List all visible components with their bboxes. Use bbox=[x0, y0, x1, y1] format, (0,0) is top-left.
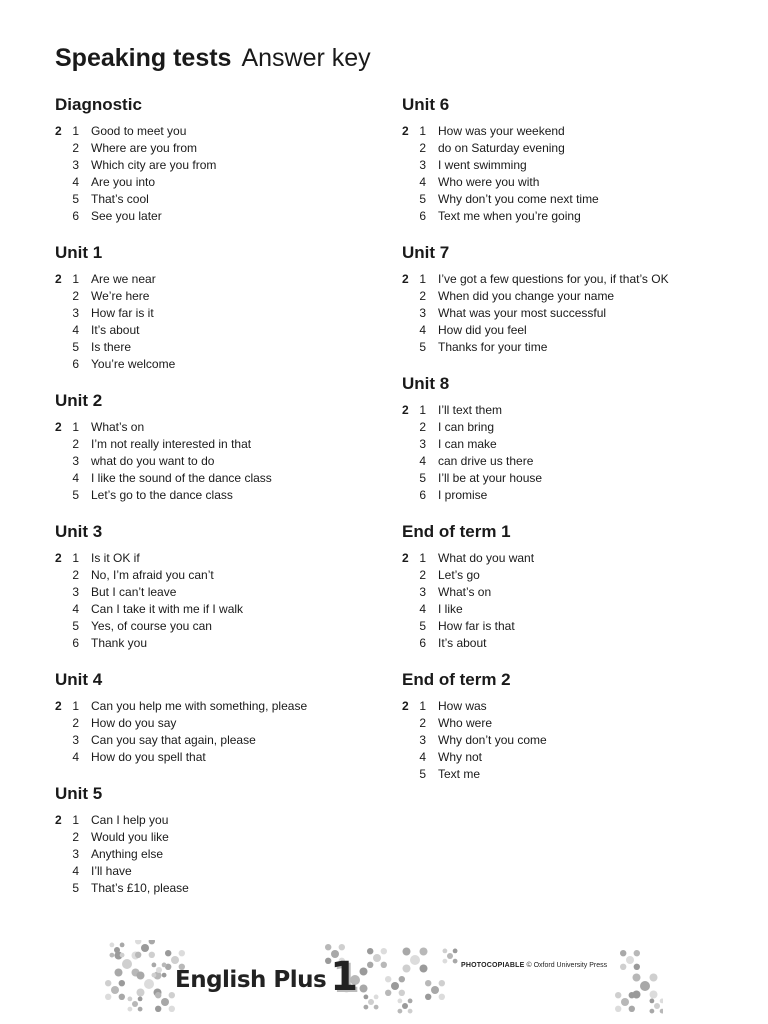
section-heading: Unit 7 bbox=[402, 243, 450, 262]
list-item bbox=[402, 123, 732, 140]
answer-list bbox=[55, 271, 385, 373]
answer-text: How do you say bbox=[91, 716, 177, 730]
item-number: 3 bbox=[72, 733, 79, 747]
answer-section bbox=[402, 373, 732, 504]
list-item bbox=[55, 749, 385, 766]
answer-text: No, I’m afraid you can’t bbox=[91, 568, 214, 582]
list-item bbox=[402, 305, 732, 322]
answer-list bbox=[55, 123, 385, 225]
answer-list bbox=[55, 419, 385, 504]
list-item bbox=[55, 584, 385, 601]
list-item bbox=[55, 880, 385, 897]
list-item bbox=[402, 339, 732, 356]
answer-text: Let’s go to the dance class bbox=[91, 488, 233, 502]
answer-text: How was your weekend bbox=[438, 124, 565, 138]
section-heading: Unit 2 bbox=[55, 391, 103, 410]
list-item bbox=[55, 812, 385, 829]
answer-text: Why don’t you come bbox=[438, 733, 547, 747]
list-item bbox=[402, 157, 732, 174]
answer-text: Who were bbox=[438, 716, 493, 730]
answer-list bbox=[55, 812, 385, 897]
answer-text: I went swimming bbox=[438, 158, 527, 172]
item-number: 5 bbox=[419, 192, 426, 206]
answer-text: It’s about bbox=[438, 636, 487, 650]
list-item bbox=[55, 829, 385, 846]
question-number: 2 bbox=[55, 272, 62, 286]
item-number: 3 bbox=[419, 158, 426, 172]
answer-text: What was your most successful bbox=[438, 306, 607, 320]
answer-section bbox=[402, 242, 732, 356]
item-number: 1 bbox=[419, 699, 426, 713]
answer-text: Where are you from bbox=[91, 141, 198, 155]
answer-section bbox=[55, 390, 385, 504]
answer-text: Which city are you from bbox=[91, 158, 217, 172]
list-item bbox=[55, 288, 385, 305]
list-item bbox=[55, 305, 385, 322]
answer-section bbox=[55, 783, 385, 897]
list-item bbox=[402, 140, 732, 157]
answer-text: I like bbox=[438, 602, 463, 616]
item-number: 1 bbox=[72, 813, 79, 827]
list-item bbox=[402, 635, 732, 652]
answer-text: How far is that bbox=[438, 619, 515, 633]
answer-text: Are you into bbox=[91, 175, 156, 189]
list-item bbox=[55, 453, 385, 470]
item-number: 1 bbox=[72, 699, 79, 713]
list-item bbox=[55, 208, 385, 225]
item-number: 5 bbox=[72, 881, 79, 895]
answer-text: When did you change your name bbox=[438, 289, 615, 303]
answer-text: I like the sound of the dance class bbox=[91, 471, 272, 485]
page-title bbox=[55, 42, 371, 74]
answer-text: How far is it bbox=[91, 306, 154, 320]
list-item bbox=[55, 123, 385, 140]
answer-list bbox=[55, 550, 385, 652]
section-heading: Unit 3 bbox=[55, 522, 103, 541]
list-item bbox=[402, 436, 732, 453]
list-item bbox=[402, 271, 732, 288]
answer-text: Can you help me with something, please bbox=[91, 699, 308, 713]
item-number: 5 bbox=[419, 471, 426, 485]
answer-text: Can you say that again, please bbox=[91, 733, 256, 747]
answer-text: Can I help you bbox=[91, 813, 169, 827]
answer-text: Why don’t you come next time bbox=[438, 192, 599, 206]
list-item bbox=[55, 322, 385, 339]
item-number: 3 bbox=[419, 437, 426, 451]
answer-list bbox=[55, 698, 385, 766]
answer-section bbox=[55, 94, 385, 225]
item-number: 5 bbox=[419, 619, 426, 633]
section-heading: Unit 5 bbox=[55, 784, 103, 803]
answer-text: I’ll have bbox=[91, 864, 132, 878]
list-item bbox=[402, 288, 732, 305]
answer-text: Thank you bbox=[91, 636, 148, 650]
item-number: 4 bbox=[419, 602, 426, 616]
item-number: 6 bbox=[72, 357, 79, 371]
answer-text: I can make bbox=[438, 437, 497, 451]
item-number: 6 bbox=[419, 209, 426, 223]
answer-section bbox=[402, 521, 732, 652]
photocopiable-label: PHOTOCOPIABLE bbox=[461, 962, 525, 969]
item-number: 2 bbox=[72, 141, 79, 155]
english-plus-logo bbox=[175, 954, 358, 1000]
list-item bbox=[402, 749, 732, 766]
item-number: 2 bbox=[419, 420, 426, 434]
answer-text: But I can’t leave bbox=[91, 585, 177, 599]
item-number: 2 bbox=[419, 568, 426, 582]
answer-text: Is there bbox=[91, 340, 132, 354]
logo-level: 1 bbox=[330, 954, 358, 1000]
item-number: 2 bbox=[72, 830, 79, 844]
item-number: 4 bbox=[72, 864, 79, 878]
answer-text: Why not bbox=[438, 750, 483, 764]
list-item bbox=[402, 191, 732, 208]
item-number: 2 bbox=[419, 141, 426, 155]
item-number: 3 bbox=[72, 585, 79, 599]
answer-text: I can bring bbox=[438, 420, 495, 434]
answer-text: What do you want bbox=[438, 551, 535, 565]
question-number: 2 bbox=[402, 272, 409, 286]
answer-text: Text me bbox=[438, 767, 481, 781]
list-item bbox=[402, 208, 732, 225]
answer-text: How did you feel bbox=[438, 323, 527, 337]
list-item bbox=[402, 584, 732, 601]
question-number: 2 bbox=[55, 699, 62, 713]
answer-text: Good to meet you bbox=[91, 124, 187, 138]
answer-text: What’s on bbox=[91, 420, 145, 434]
list-item bbox=[402, 322, 732, 339]
list-item bbox=[402, 487, 732, 504]
logo-text: English Plus bbox=[175, 967, 327, 993]
item-number: 3 bbox=[419, 585, 426, 599]
answer-text: Text me when you’re going bbox=[438, 209, 581, 223]
answer-section bbox=[55, 242, 385, 373]
section-heading: Unit 1 bbox=[55, 243, 103, 262]
list-item bbox=[55, 339, 385, 356]
answer-text: What’s on bbox=[438, 585, 492, 599]
list-item bbox=[55, 419, 385, 436]
photocopiable-notice bbox=[461, 961, 607, 971]
list-item bbox=[402, 618, 732, 635]
item-number: 4 bbox=[72, 471, 79, 485]
section-heading: Unit 8 bbox=[402, 374, 450, 393]
answer-text: Yes, of course you can bbox=[91, 619, 212, 633]
list-item bbox=[55, 140, 385, 157]
item-number: 1 bbox=[72, 420, 79, 434]
answer-section bbox=[55, 521, 385, 652]
list-item bbox=[402, 732, 732, 749]
list-item bbox=[55, 715, 385, 732]
item-number: 2 bbox=[419, 716, 426, 730]
answer-list bbox=[402, 123, 732, 225]
footer bbox=[105, 940, 663, 1014]
item-number: 2 bbox=[72, 289, 79, 303]
answer-text: I’ve got a few questions for you, if that’s OK bbox=[438, 272, 669, 286]
question-number: 2 bbox=[402, 699, 409, 713]
answer-list bbox=[402, 550, 732, 652]
answer-text: That’s cool bbox=[91, 192, 149, 206]
item-number: 5 bbox=[419, 767, 426, 781]
item-number: 3 bbox=[419, 306, 426, 320]
answer-text: Let’s go bbox=[438, 568, 480, 582]
list-item bbox=[402, 715, 732, 732]
answer-text: I’m not really interested in that bbox=[91, 437, 252, 451]
list-item bbox=[55, 732, 385, 749]
answer-list bbox=[402, 402, 732, 504]
question-number: 2 bbox=[55, 551, 62, 565]
answer-text: can drive us there bbox=[438, 454, 534, 468]
item-number: 5 bbox=[72, 192, 79, 206]
list-item bbox=[402, 174, 732, 191]
question-number: 2 bbox=[402, 551, 409, 565]
item-number: 4 bbox=[419, 750, 426, 764]
answer-section bbox=[402, 669, 732, 783]
answer-text: Who were you with bbox=[438, 175, 540, 189]
answer-text: It’s about bbox=[91, 323, 140, 337]
answer-text: We’re here bbox=[91, 289, 150, 303]
item-number: 4 bbox=[419, 175, 426, 189]
title-main: Speaking tests bbox=[55, 44, 232, 72]
item-number: 6 bbox=[72, 636, 79, 650]
list-item bbox=[55, 487, 385, 504]
item-number: 4 bbox=[72, 323, 79, 337]
question-number: 2 bbox=[402, 124, 409, 138]
list-item bbox=[402, 601, 732, 618]
question-number: 2 bbox=[55, 124, 62, 138]
item-number: 1 bbox=[72, 124, 79, 138]
item-number: 6 bbox=[419, 636, 426, 650]
list-item bbox=[55, 470, 385, 487]
answer-list bbox=[402, 698, 732, 783]
list-item bbox=[55, 567, 385, 584]
item-number: 4 bbox=[72, 175, 79, 189]
item-number: 4 bbox=[72, 750, 79, 764]
question-number: 2 bbox=[402, 403, 409, 417]
list-item bbox=[55, 191, 385, 208]
list-item bbox=[402, 402, 732, 419]
answer-text: do on Saturday evening bbox=[438, 141, 565, 155]
list-item bbox=[55, 635, 385, 652]
answer-text: You’re welcome bbox=[91, 357, 176, 371]
copyright-text: © Oxford University Press bbox=[526, 962, 608, 969]
answer-text: Would you like bbox=[91, 830, 169, 844]
list-item bbox=[55, 618, 385, 635]
list-item bbox=[402, 419, 732, 436]
item-number: 2 bbox=[72, 437, 79, 451]
section-heading: Unit 4 bbox=[55, 670, 103, 689]
item-number: 1 bbox=[72, 551, 79, 565]
list-item bbox=[55, 601, 385, 618]
item-number: 4 bbox=[72, 602, 79, 616]
answer-text: Thanks for your time bbox=[438, 340, 548, 354]
title-sub: Answer key bbox=[241, 44, 371, 72]
list-item bbox=[402, 567, 732, 584]
section-heading: Unit 6 bbox=[402, 95, 450, 114]
list-item bbox=[55, 550, 385, 567]
answer-section bbox=[402, 94, 732, 225]
item-number: 4 bbox=[419, 323, 426, 337]
answer-text: How do you spell that bbox=[91, 750, 206, 764]
answer-text: I promise bbox=[438, 488, 488, 502]
list-item bbox=[55, 698, 385, 715]
answer-text: How was bbox=[438, 699, 487, 713]
section-heading: End of term 1 bbox=[402, 522, 511, 541]
list-item bbox=[402, 453, 732, 470]
item-number: 3 bbox=[72, 454, 79, 468]
answer-text: I’ll be at your house bbox=[438, 471, 543, 485]
item-number: 3 bbox=[72, 847, 79, 861]
item-number: 1 bbox=[419, 551, 426, 565]
section-heading: Diagnostic bbox=[55, 95, 142, 114]
item-number: 2 bbox=[72, 716, 79, 730]
list-item bbox=[55, 863, 385, 880]
item-number: 6 bbox=[72, 209, 79, 223]
section-heading: End of term 2 bbox=[402, 670, 511, 689]
answer-text: That’s £10, please bbox=[91, 881, 189, 895]
answer-text: what do you want to do bbox=[91, 454, 215, 468]
list-item bbox=[402, 766, 732, 783]
item-number: 3 bbox=[72, 306, 79, 320]
item-number: 3 bbox=[72, 158, 79, 172]
answer-text: Are we near bbox=[91, 272, 156, 286]
list-item bbox=[402, 470, 732, 487]
question-number: 2 bbox=[55, 420, 62, 434]
item-number: 6 bbox=[419, 488, 426, 502]
item-number: 3 bbox=[419, 733, 426, 747]
list-item bbox=[402, 698, 732, 715]
item-number: 1 bbox=[419, 124, 426, 138]
item-number: 5 bbox=[72, 488, 79, 502]
answer-text: Can I take it with me if I walk bbox=[91, 602, 244, 616]
list-item bbox=[402, 550, 732, 567]
item-number: 1 bbox=[419, 272, 426, 286]
answer-text: Is it OK if bbox=[91, 551, 140, 565]
list-item bbox=[55, 356, 385, 373]
item-number: 5 bbox=[419, 340, 426, 354]
answer-text: I’ll text them bbox=[438, 403, 503, 417]
answer-text: Anything else bbox=[91, 847, 164, 861]
list-item bbox=[55, 436, 385, 453]
question-number: 2 bbox=[55, 813, 62, 827]
answer-list bbox=[402, 271, 732, 356]
list-item bbox=[55, 174, 385, 191]
item-number: 2 bbox=[72, 568, 79, 582]
item-number: 1 bbox=[419, 403, 426, 417]
item-number: 5 bbox=[72, 619, 79, 633]
answer-text: See you later bbox=[91, 209, 162, 223]
answer-section bbox=[55, 669, 385, 766]
item-number: 2 bbox=[419, 289, 426, 303]
list-item bbox=[55, 271, 385, 288]
list-item bbox=[55, 846, 385, 863]
item-number: 5 bbox=[72, 340, 79, 354]
item-number: 1 bbox=[72, 272, 79, 286]
list-item bbox=[55, 157, 385, 174]
item-number: 4 bbox=[419, 454, 426, 468]
